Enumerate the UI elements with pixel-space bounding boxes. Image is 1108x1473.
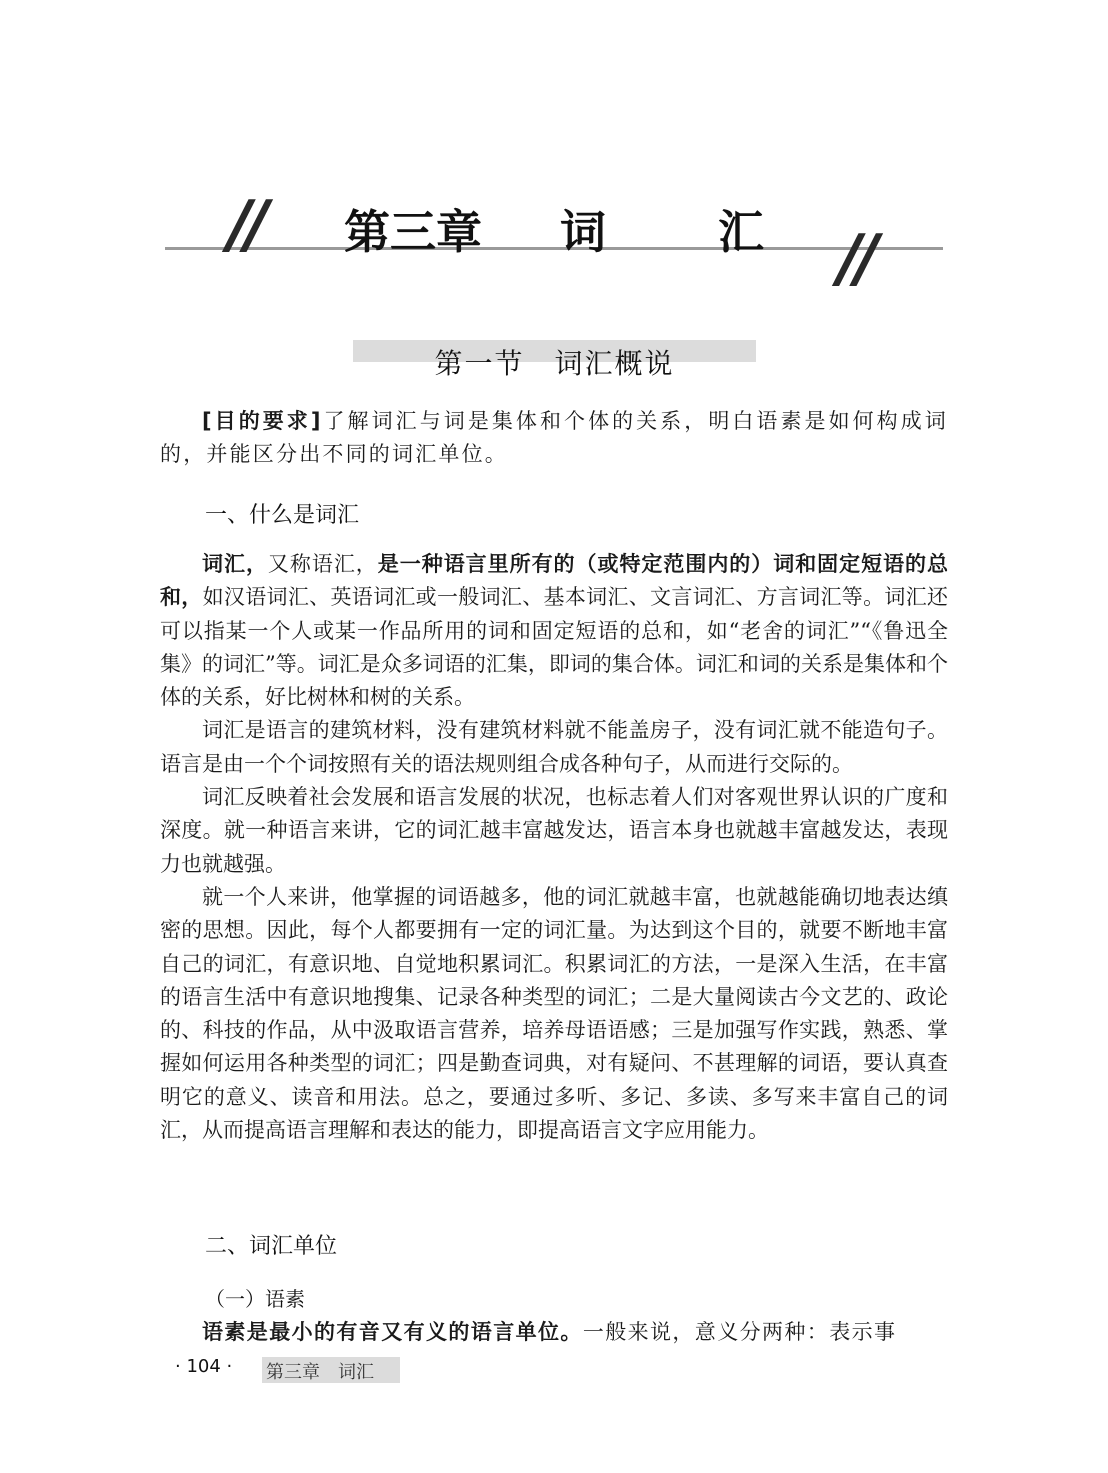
- section-title: 第一节 词汇概说: [434, 347, 675, 380]
- body-text: [160, 548, 948, 1147]
- chapter-decor-left: //: [228, 188, 263, 262]
- chapter-title-number: 第三章: [344, 205, 482, 259]
- subheading-morpheme: （一）语素: [205, 1287, 305, 1311]
- morpheme-text: 一般来说，意义分两种：表示事: [582, 1320, 897, 1344]
- paragraph-building-material: 词汇是语言的建筑材料，没有建筑材料就不能盖房子，没有词汇就不能造句子。语言是由一个个词按照有关的语法规则组合成各种句子，从而进行交际的。: [160, 718, 948, 776]
- goal-text: 了解词汇与词是集体和个体的关系，明白语素是如何构成词的，并能区分出不同的词汇单位。: [160, 409, 948, 467]
- definition-body: 是一种语言里所有的（或特定范围内的）词和固定短语的总和，: [160, 552, 949, 610]
- page-number: · 104 ·: [175, 1356, 233, 1377]
- goal-paragraph: [160, 405, 948, 472]
- chapter-decor-right: //: [838, 222, 873, 296]
- heading-vocabulary-units: 二、词汇单位: [205, 1234, 338, 1259]
- paragraph-reflection: 词汇反映着社会发展和语言发展的状况，也标志着人们对客观世界认识的广度和深度。就一种语言来讲，它的词汇越丰富越发达，语言本身也就越丰富越发达，表现力也就越强。: [160, 785, 948, 876]
- paragraph-individual: 就一个人来讲，他掌握的词语越多，他的词汇就越丰富，也就越能确切地表达缜密的思想。因此，每个人都要拥有一定的词汇量。为达到这个目的，就要不断地丰富自己的词汇，有意识地、自觉地积累词汇。积累词汇的方法，一是深入生活，在丰富的语言生活中有意识地搜集、记录各种类型的词汇；二是大量阅读古今文艺的、政论的、科技的作品，从中汲取语言营养，培养母语语感；三是加强写作实践，熟悉、掌握如何运用各种类型的词汇；四是勤查词典，对有疑问、不甚理解的词语，要认真查明它的意义、读音和用法。总之，要通过多听、多记、多读、多写来丰富自己的词汇，从而提高语言理解和表达的能力，即提高语言文字应用能力。: [160, 884, 948, 1143]
- running-head: 第三章 词汇: [266, 1362, 374, 1383]
- morpheme-definition: 语素是最小的有音又有义的语言单位。: [202, 1320, 583, 1344]
- paragraph-morpheme: [160, 1316, 948, 1349]
- definition-examples: 如汉语词汇、英语词汇或一般词汇、基本词汇、文言词汇、方言词汇等。词汇还可以指某一个人或某一作品所用的词和固定短语的总和，如“老舍的词汇”“《鲁迅全集》的词汇”等。词汇是众多词语的汇集，即词的集合体。词汇和词的关系是集体和个体的关系，好比树林和树的关系。: [160, 585, 949, 710]
- heading-what-is-vocabulary: 一、什么是词汇: [205, 503, 360, 528]
- definition-term: 词汇，: [202, 552, 268, 576]
- chapter-title-char2: 汇: [718, 205, 764, 259]
- paragraph-definition: [160, 548, 948, 714]
- definition-alias: 又称语汇，: [267, 552, 378, 576]
- goal-label: [目的要求]: [202, 409, 323, 433]
- chapter-title-char1: 词: [560, 205, 606, 259]
- chapter-rule: [165, 247, 943, 250]
